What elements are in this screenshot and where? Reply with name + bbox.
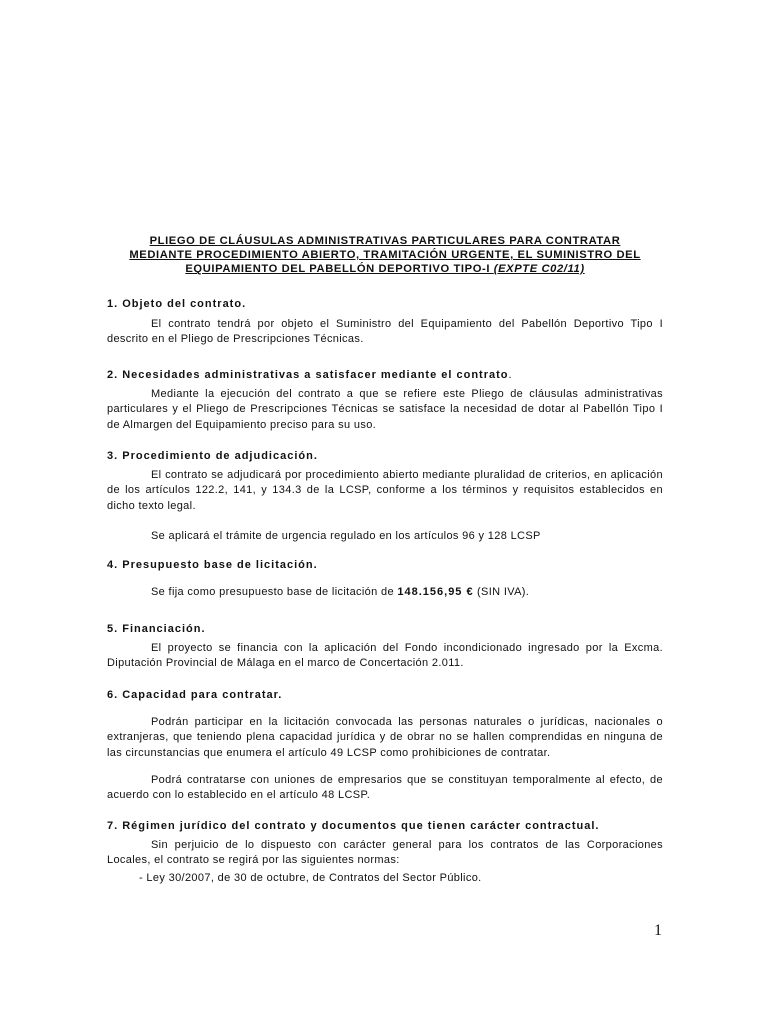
section-1-paragraph: El contrato tendrá por objeto el Suministro del Equipamiento del Pabellón Deportivo Tipo I descrito en el Pliego de Prescripciones Técnicas. [107,318,663,346]
section-1 [107,297,663,348]
section-7 [107,819,663,886]
section-6 [107,688,663,803]
section-5-heading: 5. Financiación. [107,623,206,635]
section-2-heading-period: . [508,369,513,381]
document-title [105,234,665,276]
section-1-heading: 1. Objeto del contrato. [107,298,247,310]
section-4-heading: 4. Presupuesto base de licitación. [107,559,318,571]
title-line-1: PLIEGO DE CLÁUSULAS ADMINISTRATIVAS PARTICULARES PARA CONTRATAR [149,235,621,247]
section-5-paragraph: El proyecto se financia con la aplicación del Fondo incondicionado ingresado por la Excma. Diputación Provincial de Málaga en el marco de Concertación 2.011. [107,642,663,670]
section-4-paragraph [107,585,663,600]
section-2-heading-text: 2. Necesidades administrativas a satisfacer mediante el contrato [107,369,509,381]
section-2-paragraph: Mediante la ejecución del contrato a que se refiere este Pliego de cláusulas administrativas particulares y el Pliego de Prescripciones Técnicas se satisface la necesidad de dotar al Pabellón Tipo I de Almargen del Equipamiento preciso para su uso. [107,388,663,431]
budget-tax-note: (SIN IVA). [473,586,530,599]
section-2-heading [107,368,663,383]
section-3-heading: 3. Procedimiento de adjudicación. [107,450,318,462]
expediente-reference: (EXPTE C02/11) [493,263,585,275]
section-4 [107,558,663,600]
budget-text: Se fija como presupuesto base de licitación de [151,586,398,599]
section-7-paragraph: Sin perjuicio de lo dispuesto con carácter general para los contratos de las Corporaciones Locales, el contrato se regirá por las siguientes normas: [107,839,663,867]
section-7-list-item: - Ley 30/2007, de 30 de octubre, de Contratos del Sector Público. [139,871,482,884]
section-6-heading: 6. Capacidad para contratar. [107,689,283,701]
section-6-paragraph-1: Podrán participar en la licitación convocada las personas naturales o jurídicas, nacionales o extranjeras, que teniendo plena capacidad jurídica y de obrar no se hallen comprendidas en ninguna de las circunstancias que enumera el artículo 49 LCSP como prohibiciones de contratar. [107,716,663,759]
title-line-3 [105,262,665,276]
section-3-paragraph-1: El contrato se adjudicará por procedimiento abierto mediante pluralidad de criterios, en aplicación de los artículos 122.2, 141, y 134.3 de la LCSP, conforme a los términos y requisitos establecidos en dicho texto legal. [107,469,663,512]
section-3-paragraph-2: Se aplicará el trámite de urgencia regulado en los artículos 96 y 128 LCSP [151,529,541,542]
section-3 [107,449,663,544]
title-line-3-text: EQUIPAMIENTO DEL PABELLÓN DEPORTIVO TIPO-I [185,263,494,275]
section-6-paragraph-2: Podrá contratarse con uniones de empresarios que se constituyan temporalmente al efecto, de acuerdo con lo establecido en el artículo 48 LCSP. [107,773,663,802]
page-number: 1 [654,922,662,939]
budget-amount: 148.156,95 € [397,586,474,599]
section-7-heading: 7. Régimen jurídico del contrato y documentos que tienen carácter contractual. [107,820,600,832]
title-line-2: MEDIANTE PROCEDIMIENTO ABIERTO, TRAMITACIÓN URGENTE, EL SUMINISTRO DEL [129,249,641,261]
section-5 [107,622,663,672]
section-2 [107,368,663,433]
